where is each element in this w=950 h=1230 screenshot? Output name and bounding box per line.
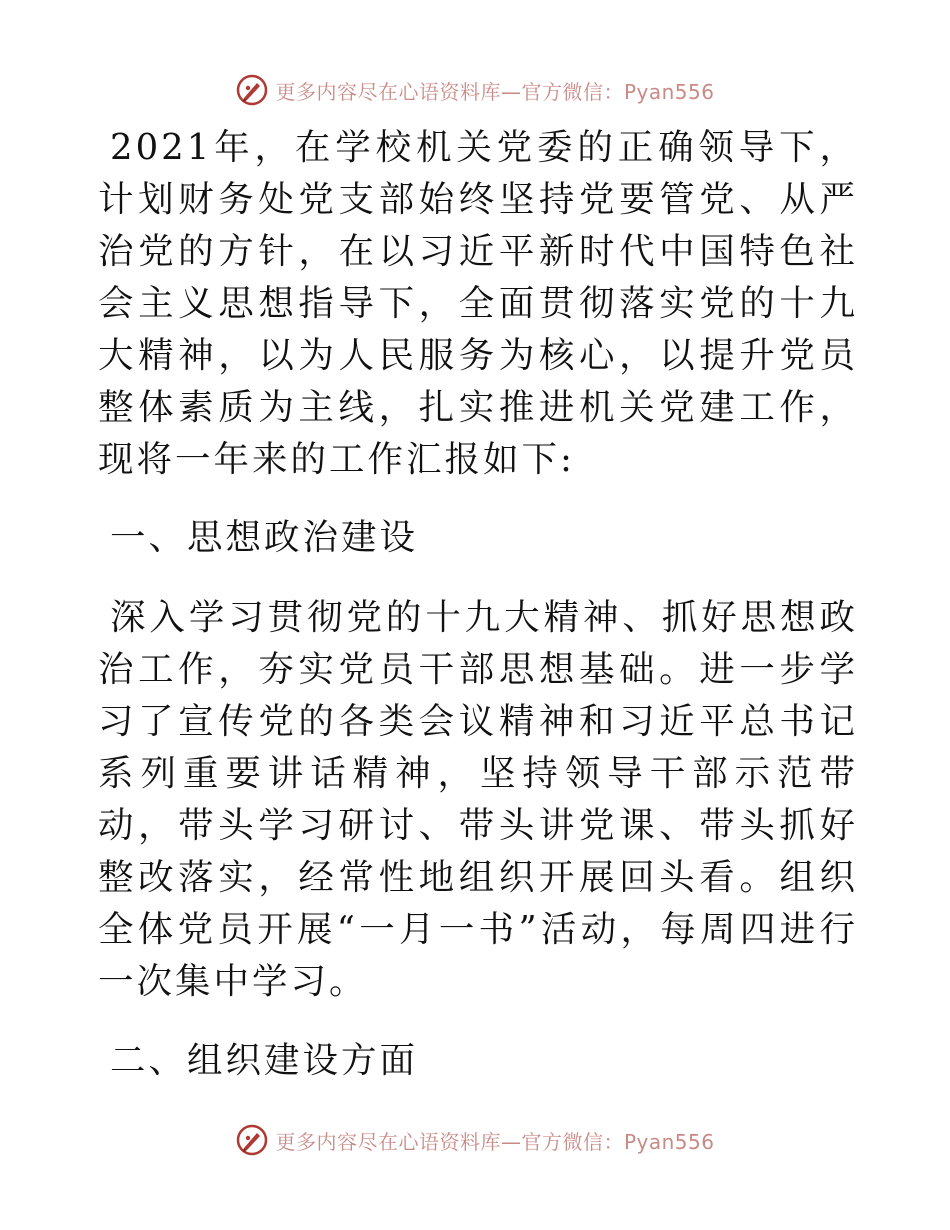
section-heading-1: 一、思想政治建设	[110, 517, 419, 558]
document-body	[98, 122, 858, 1087]
section-1-paragraph: 深入学习贯彻党的十九大精神、抓好思想政治工作，夯实党员干部思想基础。进一步学习了宣传党的各类会议精神和习近平总书记系列重要讲话精神，坚持领导干部示范带动，带头学习研讨、带头讲党课、带头抓好整改落实，经常性地组织开展回头看。组织全体党员开展“一月一书”活动，每周四进行一次集中学习。	[98, 597, 858, 1002]
watermark-text: 更多内容尽在心语资料库—官方微信：Pyan556	[275, 1129, 715, 1154]
intro-paragraph: 2021年，在学校机关党委的正确领导下，计划财务处党支部始终坚持党要管党、从严治党的方针，在以习近平新时代中国特色社会主义思想指导下，全面贯彻落实党的十九大精神，以为人民服务为核心，以提升党员整体素质为主线，扎实推进机关党建工作，现将一年来的工作汇报如下:	[98, 127, 858, 480]
pen-logo-icon	[235, 1123, 269, 1157]
section-heading-2: 二、组织建设方面	[110, 1040, 419, 1081]
header-watermark	[0, 70, 950, 110]
watermark-text: 更多内容尽在心语资料库—官方微信：Pyan556	[275, 79, 715, 104]
pen-logo-icon	[235, 73, 269, 107]
footer-watermark	[0, 1120, 950, 1160]
